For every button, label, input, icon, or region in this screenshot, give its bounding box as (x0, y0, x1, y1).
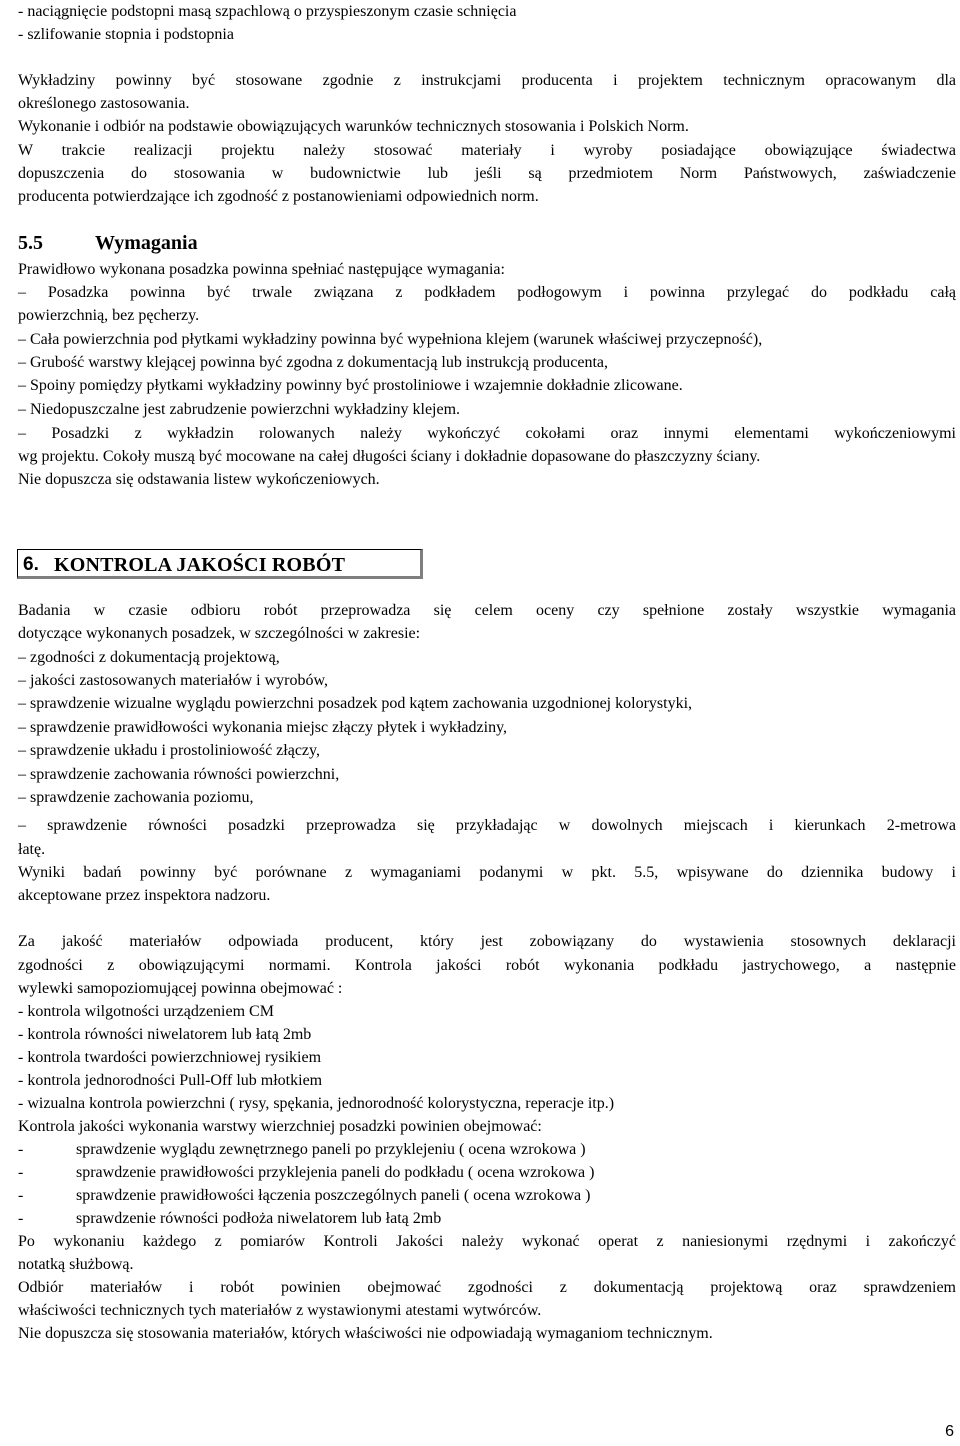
list-item: – sprawdzenie zachowania poziomu, (18, 789, 254, 806)
section-heading-box (17, 549, 423, 579)
paragraph-line: akceptowane przez inspektora nadzoru. (18, 887, 271, 904)
paragraph-line: właściwości technicznych tych materiałów z wystawionymi atestami wytwórców. (18, 1302, 542, 1319)
paragraph-line: Wykonanie i odbiór na podstawie obowiązujących warunków technicznych stosowania i Polskich Norm. (18, 118, 689, 135)
requirement-item: Nie dopuszcza się odstawania listew wykończeniowych. (18, 471, 380, 488)
requirement-item: – Cała powierzchnia pod płytkami wykładziny powinna być wypełniona klejem (warunek właściwej przyczepność), (18, 331, 763, 348)
requirement-item: – Niedopuszczalne jest zabrudzenie powierzchni wykładziny klejem. (18, 401, 461, 418)
list-dash: - (18, 1210, 24, 1227)
page-number: 6 (945, 1423, 954, 1440)
list-item: – jakości zastosowanych materiałów i wyrobów, (18, 672, 328, 689)
paragraph-line: W trakcie realizacji projektu należy stosować materiały i wyroby posiadające obowiązujące świadectwa (18, 142, 956, 159)
list-item (18, 1163, 956, 1183)
section-heading (18, 230, 198, 256)
list-item-text: sprawdzenie prawidłowości łączenia poszczególnych paneli ( ocena wzrokowa ) (76, 1187, 591, 1204)
paragraph-line: Za jakość materiałów odpowiada producent, który jest zobowiązany do wystawienia stosownych deklaracji (18, 933, 956, 950)
requirement-item: powierzchnią, bez pęcherzy. (18, 307, 200, 324)
paragraph-line: Po wykonaniu każdego z pomiarów Kontroli Jakości należy wykonać operat z naniesionymi rzędnymi i zakończyć (18, 1233, 956, 1250)
list-item: – sprawdzenie zachowania równości powierzchni, (18, 766, 340, 783)
paragraph-line: określonego zastosowania. (18, 95, 190, 112)
list-item: - naciągnięcie podstopni masą szpachlową o przyspieszonym czasie schnięcia (18, 3, 517, 20)
list-item (18, 1140, 956, 1160)
paragraph-line: dopuszczenia do stosowania w budownictwie lub jeśli są przedmiotem Norm Państwowych, zaświadczenie (18, 165, 956, 182)
control-item: - kontrola wilgotności urządzeniem CM (18, 1003, 274, 1020)
list-item-text: sprawdzenie wyglądu zewnętrznego paneli po przyklejeniu ( ocena wzrokowa ) (76, 1141, 586, 1158)
list-item-text: sprawdzenie prawidłowości przyklejenia paneli do podkładu ( ocena wzrokowa ) (76, 1164, 595, 1181)
section-number: 6. (23, 554, 39, 575)
paragraph-line: Nie dopuszcza się stosowania materiałów, których właściwości nie odpowiadają wymaganiom technicznym. (18, 1325, 713, 1342)
list-item: - szlifowanie stopnia i podstopnia (18, 26, 234, 43)
requirement-item: – Grubość warstwy klejącej powinna być zgodna z dokumentacją lub instrukcją producenta, (18, 354, 609, 371)
paragraph-line: Wyniki badań powinny być porównane z wymaganiami podanymi w pkt. 5.5, wpisywane do dziennika budowy i (18, 864, 956, 881)
paragraph-line: Badania w czasie odbioru robót przeprowadza się celem oceny czy spełnione zostały wszystkie wymagania (18, 602, 956, 619)
section-title: KONTROLA JAKOŚCI ROBÓT (54, 554, 346, 576)
list-item: – sprawdzenie prawidłowości wykonania miejsc złączy płytek i wykładziny, (18, 719, 508, 736)
requirement-item: – Spoiny pomiędzy płytkami wykładziny powinny być prostoliniowe i wzajemnie dokładnie zlicowane. (18, 377, 683, 394)
list-dash: - (18, 1187, 24, 1204)
paragraph-line: producenta potwierdzające ich zgodność z postanowieniami odpowiednich norm. (18, 188, 539, 205)
requirement-item: – Posadzki z wykładzin rolowanych należy wykończyć cokołami oraz innymi elementami wykończeniowymi (18, 425, 956, 442)
list-item: – sprawdzenie wizualne wyglądu powierzchni posadzek pod kątem zachowania uzgodnionej kolorystyki, (18, 695, 693, 712)
paragraph-line: Wykładziny powinny być stosowane zgodnie z instrukcjami producenta i projektem technicznym opracowanym dla (18, 72, 956, 89)
list-item: – zgodności z dokumentacją projektową, (18, 649, 280, 666)
paragraph-line: Prawidłowo wykonana posadzka powinna spełniać następujące wymagania: (18, 261, 505, 278)
list-item (18, 1209, 956, 1229)
control-item: - kontrola równości niwelatorem lub łatą 2mb (18, 1026, 312, 1043)
list-dash: - (18, 1141, 24, 1158)
paragraph-line: notatką służbową. (18, 1256, 134, 1273)
list-dash: - (18, 1164, 24, 1181)
paragraph-line: zgodności z obowiązującymi normami. Kontrola jakości robót wykonania podkładu jastrychowego, a następnie (18, 957, 956, 974)
list-item: – sprawdzenie układu i prostoliniowość złączy, (18, 742, 320, 759)
section-number: 5.5 (18, 232, 43, 254)
control-item: - kontrola jednorodności Pull-Off lub młotkiem (18, 1072, 323, 1089)
list-item: łatę. (18, 841, 46, 858)
paragraph-line: Kontrola jakości wykonania warstwy wierzchniej posadzki powinien obejmować: (18, 1118, 542, 1135)
list-item: – sprawdzenie równości posadzki przeprowadza się przykładając w dowolnych miejscach i kierunkach 2-metrowa (18, 817, 956, 834)
requirement-item: wg projektu. Cokoły muszą być mocowane na całej długości ściany i dokładnie dopasowane do płaszczyzny ściany. (18, 448, 761, 465)
control-item: - wizualna kontrola powierzchni ( rysy, spękania, jednorodność kolorystyczna, reperacje itp.) (18, 1095, 615, 1112)
paragraph-line: wylewki samopoziomującej powinna obejmować : (18, 980, 343, 997)
paragraph-line: dotyczące wykonanych posadzek, w szczególności w zakresie: (18, 625, 421, 642)
paragraph-line: Odbiór materiałów i robót powinien obejmować zgodności z dokumentacją projektową oraz sprawdzeniem (18, 1279, 956, 1296)
list-item (18, 1186, 956, 1206)
list-item-text: sprawdzenie równości podłoża niwelatorem lub łatą 2mb (76, 1210, 442, 1227)
section-title: Wymagania (95, 232, 198, 254)
requirement-item: – Posadzka powinna być trwale związana z podkładem podłogowym i powinna przylegać do podkładu całą (18, 284, 956, 301)
control-item: - kontrola twardości powierzchniowej rysikiem (18, 1049, 322, 1066)
